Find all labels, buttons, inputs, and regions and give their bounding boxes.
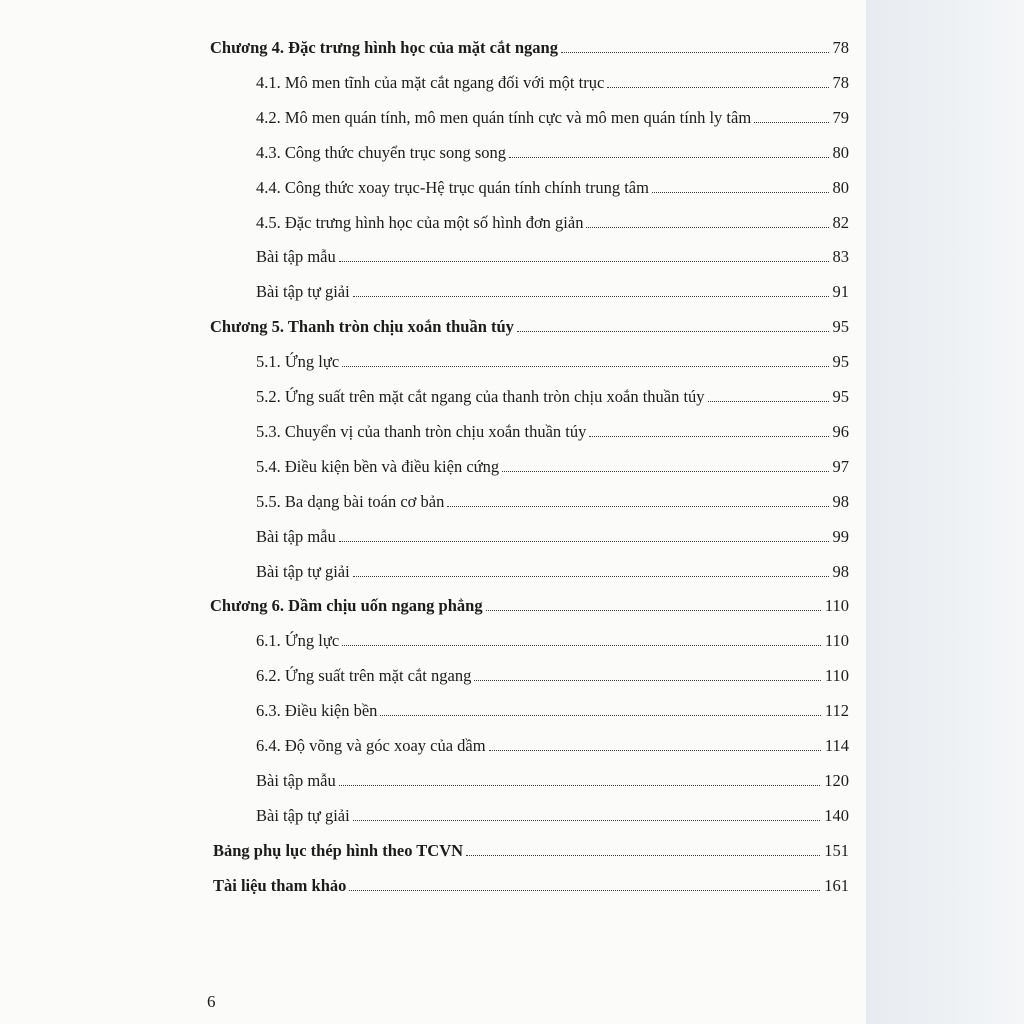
toc-chapter-entry xyxy=(210,317,849,337)
toc-entry-title: 4.3. Công thức chuyển trục song song xyxy=(256,142,506,162)
toc-entry-page: 151 xyxy=(824,840,849,860)
toc-entry-title: 6.3. Điều kiện bền xyxy=(256,701,378,721)
toc-entry-page: 140 xyxy=(824,805,849,825)
toc-leader-dots xyxy=(466,855,820,856)
toc-leader-dots xyxy=(342,645,821,646)
toc-entry-title: Bài tập mẫu xyxy=(256,770,336,790)
toc-entry-page: 98 xyxy=(832,561,849,581)
toc-entry-page: 96 xyxy=(832,421,849,441)
toc-section-entry xyxy=(256,422,849,442)
toc-entry-page: 97 xyxy=(832,456,849,476)
toc-leader-dots xyxy=(509,157,829,158)
toc-appendix-entry xyxy=(213,876,849,896)
toc-section-entry xyxy=(256,457,849,477)
toc-entry-page: 95 xyxy=(832,352,849,372)
toc-leader-dots xyxy=(342,366,828,367)
toc-entry-title: 6.4. Độ võng và góc xoay của dầm xyxy=(256,736,486,755)
toc-leader-dots xyxy=(561,52,829,53)
toc-entry-page: 112 xyxy=(824,701,849,721)
toc-section-entry xyxy=(256,736,849,756)
toc-section-entry xyxy=(256,527,849,547)
toc-entry-title: Chương 6. Dầm chịu uốn ngang phẳng xyxy=(210,596,483,616)
toc-entry-title: Bảng phụ lục thép hình theo TCVN xyxy=(213,840,464,860)
toc-entry-title: Chương 5. Thanh tròn chịu xoắn thuần túy xyxy=(210,317,514,337)
toc-leader-dots xyxy=(652,192,829,193)
toc-leader-dots xyxy=(754,122,828,123)
toc-appendix-entry xyxy=(213,841,849,861)
toc-entry-title: Bài tập mẫu xyxy=(256,526,336,546)
toc-entry-title: 6.2. Ứng suất trên mặt cắt ngang xyxy=(256,666,472,686)
toc-leader-dots xyxy=(353,820,821,821)
toc-section-entry xyxy=(256,492,849,512)
toc-entry-page: 98 xyxy=(832,491,849,511)
toc-entry-page: 80 xyxy=(832,177,849,197)
toc-entry-page: 83 xyxy=(832,247,849,267)
toc-leader-dots xyxy=(517,331,829,332)
toc-entry-title: Tài liệu tham khảo xyxy=(213,875,347,895)
toc-entry-title: 4.2. Mô men quán tính, mô men quán tính cực và mô men quán tính ly tâm xyxy=(256,107,752,127)
toc-entry-title: Bài tập tự giải xyxy=(256,282,350,302)
toc-entry-title: 5.2. Ứng suất trên mặt cắt ngang của thanh tròn chịu xoắn thuần túy xyxy=(256,387,705,406)
toc-leader-dots xyxy=(353,296,829,297)
page-number: 6 xyxy=(207,992,216,1011)
toc-leader-dots xyxy=(339,541,829,542)
toc-entry-title: Bài tập tự giải xyxy=(256,561,350,581)
toc-section-entry xyxy=(256,387,849,407)
toc-entry-page: 99 xyxy=(832,526,849,546)
toc-leader-dots xyxy=(502,471,828,472)
toc-entry-title: 5.5. Ba dạng bài toán cơ bản xyxy=(256,491,445,511)
toc-section-entry xyxy=(256,701,849,721)
toc-leader-dots xyxy=(380,715,820,716)
toc-leader-dots xyxy=(353,576,829,577)
toc-section-entry xyxy=(256,806,849,826)
toc-entry-page: 120 xyxy=(824,770,849,790)
toc-chapter-entry xyxy=(210,38,849,58)
toc-section-entry xyxy=(256,282,849,302)
toc-chapter-entry xyxy=(210,596,849,616)
toc-entry-title: Chương 4. Đặc trưng hình học của mặt cắt ngang xyxy=(210,38,558,57)
toc-entry-title: 5.1. Ứng lực xyxy=(256,352,340,372)
toc-leader-dots xyxy=(339,785,821,786)
toc-section-entry xyxy=(256,247,849,267)
toc-leader-dots xyxy=(586,227,828,228)
toc-entry-page: 110 xyxy=(824,631,849,651)
toc-leader-dots xyxy=(489,750,821,751)
toc-entry-page: 110 xyxy=(824,596,849,616)
toc-entry-page: 79 xyxy=(832,107,849,127)
toc-section-entry xyxy=(256,771,849,791)
toc-section-entry xyxy=(256,666,849,686)
toc-section-entry xyxy=(256,178,849,198)
toc-leader-dots xyxy=(486,610,821,611)
toc-entry-page: 161 xyxy=(824,875,849,895)
toc-leader-dots xyxy=(474,680,821,681)
toc-entry-page: 114 xyxy=(824,736,849,755)
toc-entry-page: 91 xyxy=(832,282,849,302)
toc-entry-page: 95 xyxy=(832,317,849,337)
toc-leader-dots xyxy=(339,261,829,262)
toc-section-entry xyxy=(256,631,849,651)
toc-entry-title: 6.1. Ứng lực xyxy=(256,631,340,651)
toc-entry-title: 4.4. Công thức xoay trục-Hệ trục quán tính chính trung tâm xyxy=(256,177,649,197)
toc-section-entry xyxy=(256,562,849,582)
toc-entry-title: Bài tập mẫu xyxy=(256,247,336,267)
toc-section-entry xyxy=(256,143,849,163)
toc-leader-dots xyxy=(349,890,820,891)
toc-section-entry xyxy=(256,213,849,233)
toc-entry-title: 5.4. Điều kiện bền và điều kiện cứng xyxy=(256,456,500,476)
toc-entry-page: 78 xyxy=(832,72,849,92)
toc-section-entry xyxy=(256,108,849,128)
toc-leader-dots xyxy=(607,87,828,88)
toc-entry-page: 82 xyxy=(832,212,849,232)
toc-entry-page: 80 xyxy=(832,142,849,162)
toc-entry-page: 78 xyxy=(832,38,849,57)
toc-entry-title: Bài tập tự giải xyxy=(256,805,350,825)
toc-leader-dots xyxy=(447,506,828,507)
toc-section-entry xyxy=(256,73,849,93)
toc-entry-title: 4.5. Đặc trưng hình học của một số hình đơn giản xyxy=(256,212,584,232)
page-edge-shadow xyxy=(866,0,1024,1024)
toc-entry-title: 4.1. Mô men tĩnh của mặt cắt ngang đối với một trục xyxy=(256,72,605,92)
toc-entry-page: 95 xyxy=(832,387,849,406)
toc-leader-dots xyxy=(589,436,828,437)
toc-leader-dots xyxy=(708,401,829,402)
toc-section-entry xyxy=(256,352,849,372)
toc-entry-title: 5.3. Chuyển vị của thanh tròn chịu xoắn thuần túy xyxy=(256,421,587,441)
toc-entry-page: 110 xyxy=(824,666,849,686)
